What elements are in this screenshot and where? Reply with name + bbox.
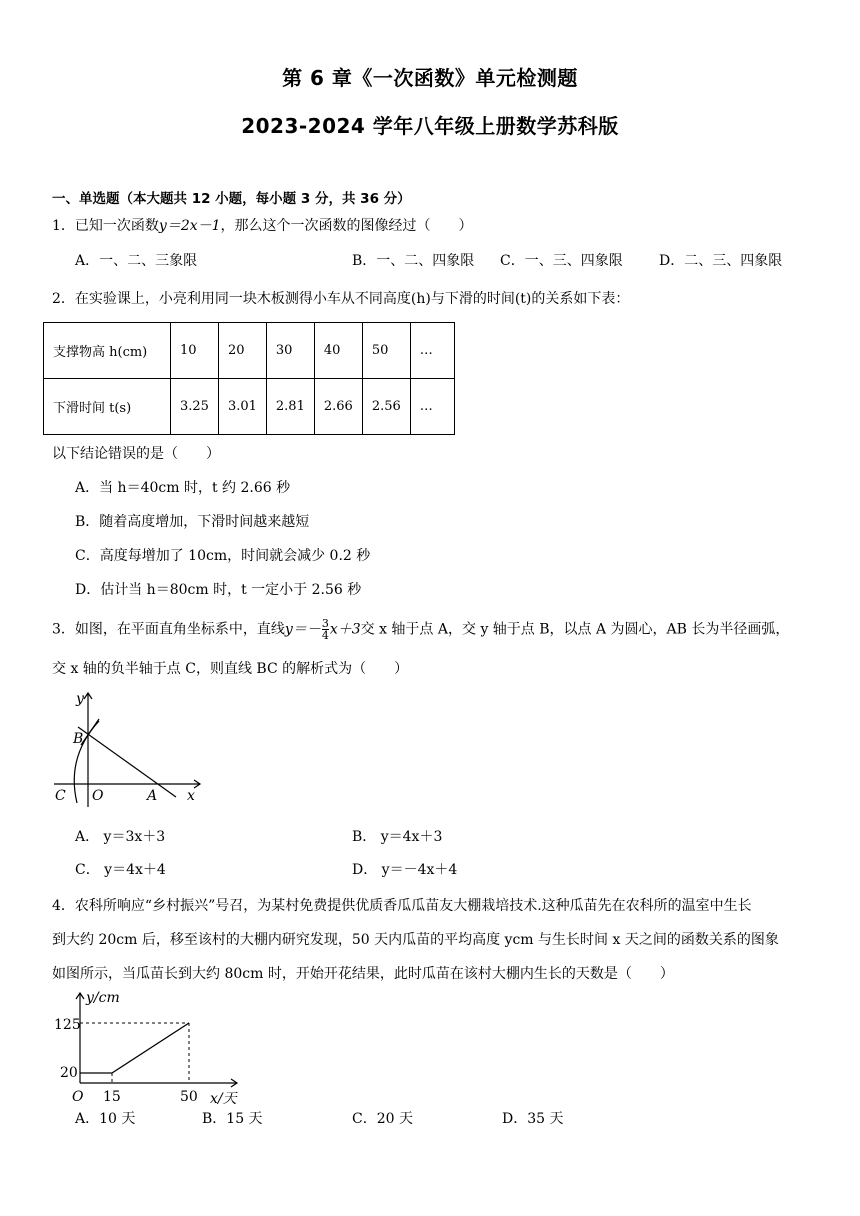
q3-fraction: $\frac{3}{4}$	[321, 617, 329, 642]
q4-growth-graph	[52, 985, 252, 1105]
q3-option-a: A． y＝3x＋3	[75, 829, 166, 845]
label-o: O	[92, 788, 104, 804]
page-title: 第 6 章《一次函数》单元检测题	[282, 66, 578, 90]
table-cell: 20	[218, 323, 266, 379]
q3-option-c: C． y＝4x＋4	[75, 862, 166, 878]
q4-option-a: A．10 天	[75, 1111, 136, 1127]
growth-line	[80, 1023, 189, 1073]
tick-15: 15	[103, 1089, 121, 1105]
tick-125: 125	[54, 1017, 81, 1033]
label-y: y	[76, 691, 84, 707]
table-cell: 3.01	[218, 379, 266, 435]
tick-20: 20	[60, 1065, 78, 1081]
q2-option-a: A．当 h＝40cm 时，t 约 2.66 秒	[75, 480, 291, 496]
q2-option-c: C．高度每增加了 10cm，时间就会减少 0.2 秒	[75, 548, 371, 564]
label-x-axis: x/天	[210, 1091, 237, 1105]
q4-option-d: D．35 天	[502, 1111, 564, 1127]
table-cell: …	[410, 323, 454, 379]
table-row-header: 支撑物高 h(cm)	[44, 323, 171, 379]
q2-stem: 2．在实验课上，小亮利用同一块木板测得小车从不同高度(h)与下滑的时间(t)的关系如下表：	[52, 291, 630, 307]
q2-option-d: D．估计当 h＝80cm 时，t 一定小于 2.56 秒	[75, 582, 362, 598]
q3-stem-line1: 3．如图，在平面直角坐标系中，直线y＝－ $\frac{3}{4}$ x＋3交 x 轴于点 A，交 y 轴于点 B，以点 A 为圆心，AB 长为半径画弧，	[52, 617, 790, 642]
line-ab	[78, 727, 176, 797]
q3-stem-line2: 交 x 轴的负半轴于点 C，则直线 BC 的解析式为（ ）	[52, 661, 409, 677]
label-c: C	[55, 788, 66, 804]
q2-prompt: 以下结论错误的是（ ）	[52, 446, 220, 462]
q4-stem-line3: 如图所示，当瓜苗长到大约 80cm 时，开始开花结果，此时瓜苗在该村大棚内生长的天数是（ ）	[52, 966, 674, 982]
page-subtitle: 2023-2024 学年八年级上册数学苏科版	[241, 114, 619, 138]
table-row-header: 下滑时间 t(s)	[44, 379, 171, 435]
label-y-axis: y/cm	[86, 990, 120, 1006]
table-cell: 2.81	[266, 379, 314, 435]
q1-stem: 1．已知一次函数y＝2x－1，那么这个一次函数的图像经过（ ）	[52, 218, 473, 234]
label-origin: O	[72, 1089, 84, 1105]
table-cell: 50	[362, 323, 410, 379]
q2-option-b: B．随着高度增加，下滑时间越来越短	[75, 514, 310, 530]
q4-option-c: C．20 天	[352, 1111, 413, 1127]
table-cell: 2.56	[362, 379, 410, 435]
table-cell: 3.25	[171, 379, 219, 435]
q1-option-c: C．一、三、四象限	[500, 253, 623, 269]
tick-50: 50	[180, 1089, 198, 1105]
table-cell: 40	[314, 323, 362, 379]
table-cell: 10	[171, 323, 219, 379]
q4-stem-line2: 到大约 20cm 后，移至该村的大棚内研究发现，50 天内瓜苗的平均高度 ycm 与生长时间 x 天之间的函数关系的图象	[52, 932, 779, 948]
q4-option-b: B．15 天	[202, 1111, 263, 1127]
q1-option-b: B．一、二、四象限	[352, 253, 475, 269]
q1-equation: y＝2x－1	[158, 218, 221, 234]
table-row	[44, 323, 455, 379]
section-heading: 一、单选题（本大题共 12 小题，每小题 3 分，共 36 分）	[52, 191, 411, 207]
q1-option-a: A．一、二、三象限	[75, 253, 198, 269]
table-cell: 2.66	[314, 379, 362, 435]
q3-coordinate-figure	[50, 685, 210, 810]
q4-stem-line1: 4．农科所响应“乡村振兴”号召，为某村免费提供优质香瓜瓜苗友大棚栽培技术.这种瓜苗先在农科所的温室中生长	[52, 898, 752, 914]
table-cell: …	[410, 379, 454, 435]
q3-option-b: B． y＝4x＋3	[352, 829, 443, 845]
label-b: B	[73, 731, 84, 747]
q3-option-d: D． y＝－4x＋4	[352, 862, 458, 878]
q1-option-d: D．二、三、四象限	[659, 253, 783, 269]
table-row	[44, 379, 455, 435]
table-cell: 30	[266, 323, 314, 379]
q2-data-table	[43, 322, 455, 435]
label-x: x	[187, 788, 195, 804]
label-a: A	[147, 788, 158, 804]
